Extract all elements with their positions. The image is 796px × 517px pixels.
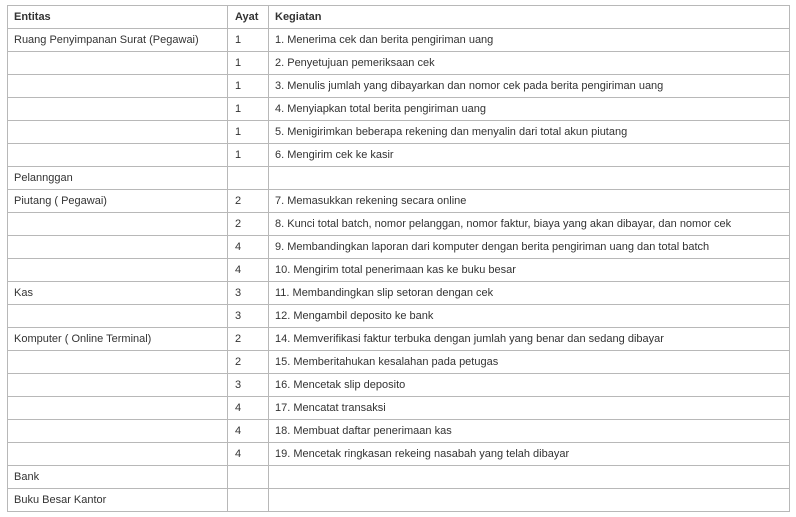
table-row [8,328,790,351]
ayat-cell: 2 [228,190,269,213]
table-row [8,351,790,374]
ayat-cell [228,489,269,512]
ayat-cell: 2 [228,328,269,351]
entity-cell [8,236,228,259]
entity-cell [8,121,228,144]
kegiatan-cell: 14. Memverifikasi faktur terbuka dengan jumlah yang benar dan sedang dibayar [269,328,790,351]
ayat-cell: 1 [228,98,269,121]
kegiatan-cell: 2. Penyetujuan pemeriksaan cek [269,52,790,75]
entity-cell [8,443,228,466]
ayat-cell: 4 [228,443,269,466]
entity-cell [8,305,228,328]
ayat-cell: 4 [228,420,269,443]
kegiatan-cell: 19. Mencetak ringkasan rekeing nasabah yang telah dibayar [269,443,790,466]
ayat-cell: 4 [228,236,269,259]
table-row [8,236,790,259]
entity-cell [8,98,228,121]
entity-cell: Komputer ( Online Terminal) [8,328,228,351]
table-row [8,282,790,305]
kegiatan-cell: 8. Kunci total batch, nomor pelanggan, nomor faktur, biaya yang akan dibayar, dan nomor cek [269,213,790,236]
entity-cell: Buku Besar Kantor [8,489,228,512]
ayat-cell: 3 [228,282,269,305]
kegiatan-cell: 6. Mengirim cek ke kasir [269,144,790,167]
ayat-cell: 1 [228,75,269,98]
ayat-cell [228,167,269,190]
kegiatan-cell [269,167,790,190]
kegiatan-cell: 9. Membandingkan laporan dari komputer dengan berita pengiriman uang dan total batch [269,236,790,259]
entity-cell [8,397,228,420]
table-row [8,443,790,466]
table-row [8,213,790,236]
kegiatan-cell: 12. Mengambil deposito ke bank [269,305,790,328]
ayat-cell: 1 [228,121,269,144]
table-row [8,121,790,144]
entity-cell: Piutang ( Pegawai) [8,190,228,213]
kegiatan-cell [269,466,790,489]
ayat-cell [228,466,269,489]
kegiatan-cell: 16. Mencetak slip deposito [269,374,790,397]
table-row [8,466,790,489]
table-row [8,374,790,397]
table-row [8,420,790,443]
entity-cell: Bank [8,466,228,489]
ayat-cell: 3 [228,305,269,328]
ayat-cell: 1 [228,29,269,52]
ayat-cell: 1 [228,144,269,167]
ayat-cell: 4 [228,259,269,282]
ayat-cell: 1 [228,52,269,75]
kegiatan-cell [269,489,790,512]
entity-cell [8,420,228,443]
table-row [8,190,790,213]
table-row [8,397,790,420]
table-row [8,305,790,328]
kegiatan-cell: 11. Membandingkan slip setoran dengan cek [269,282,790,305]
kegiatan-cell: 10. Mengirim total penerimaan kas ke buku besar [269,259,790,282]
ayat-cell: 4 [228,397,269,420]
table-row [8,52,790,75]
table-body [8,29,790,512]
table-row [8,489,790,512]
table-row [8,29,790,52]
activity-table [7,5,790,512]
kegiatan-cell: 7. Memasukkan rekening secara online [269,190,790,213]
entity-cell [8,144,228,167]
table-row [8,98,790,121]
header-kegiatan: Kegiatan [269,6,790,29]
entity-cell: Ruang Penyimpanan Surat (Pegawai) [8,29,228,52]
kegiatan-cell: 15. Memberitahukan kesalahan pada petugas [269,351,790,374]
entity-cell [8,259,228,282]
entity-cell [8,52,228,75]
table-row [8,75,790,98]
kegiatan-cell: 17. Mencatat transaksi [269,397,790,420]
ayat-cell: 2 [228,351,269,374]
table-row [8,167,790,190]
header-entitas: Entitas [8,6,228,29]
kegiatan-cell: 5. Menigirimkan beberapa rekening dan menyalin dari total akun piutang [269,121,790,144]
table-row [8,144,790,167]
ayat-cell: 3 [228,374,269,397]
entity-cell: Pelannggan [8,167,228,190]
entity-cell [8,75,228,98]
kegiatan-cell: 3. Menulis jumlah yang dibayarkan dan nomor cek pada berita pengiriman uang [269,75,790,98]
entity-cell [8,213,228,236]
entity-cell [8,374,228,397]
table-row [8,259,790,282]
kegiatan-cell: 4. Menyiapkan total berita pengiriman uang [269,98,790,121]
entity-cell [8,351,228,374]
kegiatan-cell: 18. Membuat daftar penerimaan kas [269,420,790,443]
ayat-cell: 2 [228,213,269,236]
header-ayat: Ayat [228,6,269,29]
table-header-row [8,6,790,29]
entity-cell: Kas [8,282,228,305]
kegiatan-cell: 1. Menerima cek dan berita pengiriman uang [269,29,790,52]
